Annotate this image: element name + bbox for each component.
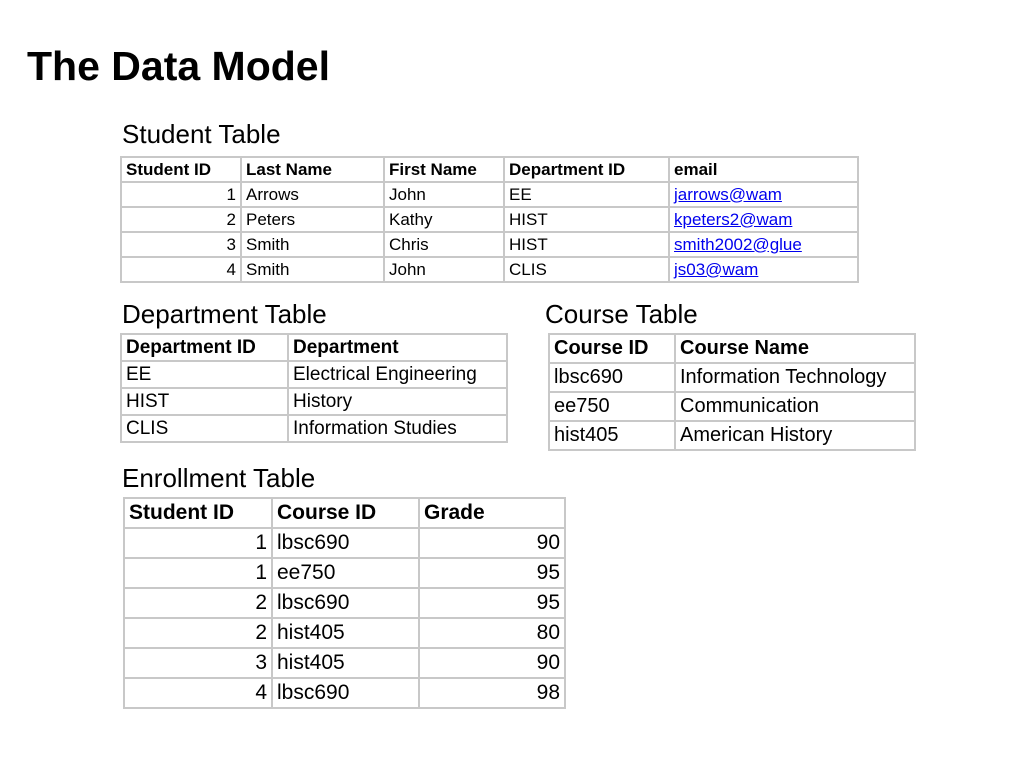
last-name-cell: Arrows [241, 182, 384, 207]
course-id-cell: ee750 [549, 392, 675, 421]
column-header: email [669, 157, 858, 182]
last-name-cell: Smith [241, 257, 384, 282]
enrollment-table [123, 497, 566, 709]
department-id-cell: CLIS [504, 257, 669, 282]
column-header: Student ID [124, 498, 272, 528]
department-name-cell: History [288, 388, 507, 415]
student-id-cell: 3 [121, 232, 241, 257]
student-id-cell: 1 [124, 528, 272, 558]
table-row [121, 361, 507, 388]
table-row [124, 618, 565, 648]
table-row [124, 588, 565, 618]
first-name-cell: Chris [384, 232, 504, 257]
grade-cell: 95 [419, 588, 565, 618]
course-id-cell: hist405 [549, 421, 675, 450]
table-row [124, 678, 565, 708]
email-cell [669, 232, 858, 257]
table-row [124, 648, 565, 678]
table-row [121, 207, 858, 232]
department-id-cell: EE [121, 361, 288, 388]
table-header-row [121, 334, 507, 361]
table-header-row [121, 157, 858, 182]
table-row [124, 558, 565, 588]
course-table-caption: Course Table [545, 299, 698, 329]
email-link[interactable]: kpeters2@wam [674, 209, 793, 229]
department-id-cell: HIST [504, 207, 669, 232]
student-id-cell: 2 [121, 207, 241, 232]
table-row [549, 363, 915, 392]
course-name-cell: Communication [675, 392, 915, 421]
last-name-cell: Peters [241, 207, 384, 232]
column-header: First Name [384, 157, 504, 182]
grade-cell: 80 [419, 618, 565, 648]
course-name-cell: American History [675, 421, 915, 450]
column-header: Last Name [241, 157, 384, 182]
course-id-cell: hist405 [272, 618, 419, 648]
grade-cell: 98 [419, 678, 565, 708]
department-name-cell: Electrical Engineering [288, 361, 507, 388]
email-cell [669, 207, 858, 232]
slide-title: The Data Model [27, 43, 330, 89]
column-header: Course ID [272, 498, 419, 528]
course-id-cell: lbsc690 [549, 363, 675, 392]
column-header: Student ID [121, 157, 241, 182]
table-row [549, 421, 915, 450]
student-id-cell: 1 [121, 182, 241, 207]
course-id-cell: lbsc690 [272, 678, 419, 708]
table-row [121, 257, 858, 282]
column-header: Department ID [121, 334, 288, 361]
table-row [121, 182, 858, 207]
grade-cell: 90 [419, 648, 565, 678]
first-name-cell: Kathy [384, 207, 504, 232]
email-link[interactable]: jarrows@wam [674, 184, 782, 204]
department-id-cell: HIST [121, 388, 288, 415]
department-id-cell: EE [504, 182, 669, 207]
grade-cell: 95 [419, 558, 565, 588]
department-name-cell: Information Studies [288, 415, 507, 442]
course-id-cell: lbsc690 [272, 528, 419, 558]
column-header: Course ID [549, 334, 675, 363]
student-id-cell: 4 [124, 678, 272, 708]
course-id-cell: hist405 [272, 648, 419, 678]
table-header-row [124, 498, 565, 528]
table-row [121, 415, 507, 442]
table-header-row [549, 334, 915, 363]
column-header: Grade [419, 498, 565, 528]
email-cell [669, 182, 858, 207]
student-id-cell: 3 [124, 648, 272, 678]
student-table-caption: Student Table [122, 119, 281, 149]
student-id-cell: 2 [124, 618, 272, 648]
table-row [549, 392, 915, 421]
email-link[interactable]: js03@wam [674, 259, 759, 279]
column-header: Course Name [675, 334, 915, 363]
table-row [124, 528, 565, 558]
department-id-cell: HIST [504, 232, 669, 257]
column-header: Department ID [504, 157, 669, 182]
course-name-cell: Information Technology [675, 363, 915, 392]
department-table-caption: Department Table [122, 299, 327, 329]
enrollment-table-caption: Enrollment Table [122, 463, 316, 493]
student-id-cell: 1 [124, 558, 272, 588]
email-cell [669, 257, 858, 282]
column-header: Department [288, 334, 507, 361]
last-name-cell: Smith [241, 232, 384, 257]
grade-cell: 90 [419, 528, 565, 558]
table-row [121, 232, 858, 257]
email-link[interactable]: smith2002@glue [674, 234, 802, 254]
department-id-cell: CLIS [121, 415, 288, 442]
student-id-cell: 4 [121, 257, 241, 282]
course-id-cell: lbsc690 [272, 588, 419, 618]
table-row [121, 388, 507, 415]
department-table [120, 333, 508, 443]
first-name-cell: John [384, 182, 504, 207]
first-name-cell: John [384, 257, 504, 282]
course-table [548, 333, 916, 451]
student-table [120, 156, 859, 283]
student-id-cell: 2 [124, 588, 272, 618]
course-id-cell: ee750 [272, 558, 419, 588]
